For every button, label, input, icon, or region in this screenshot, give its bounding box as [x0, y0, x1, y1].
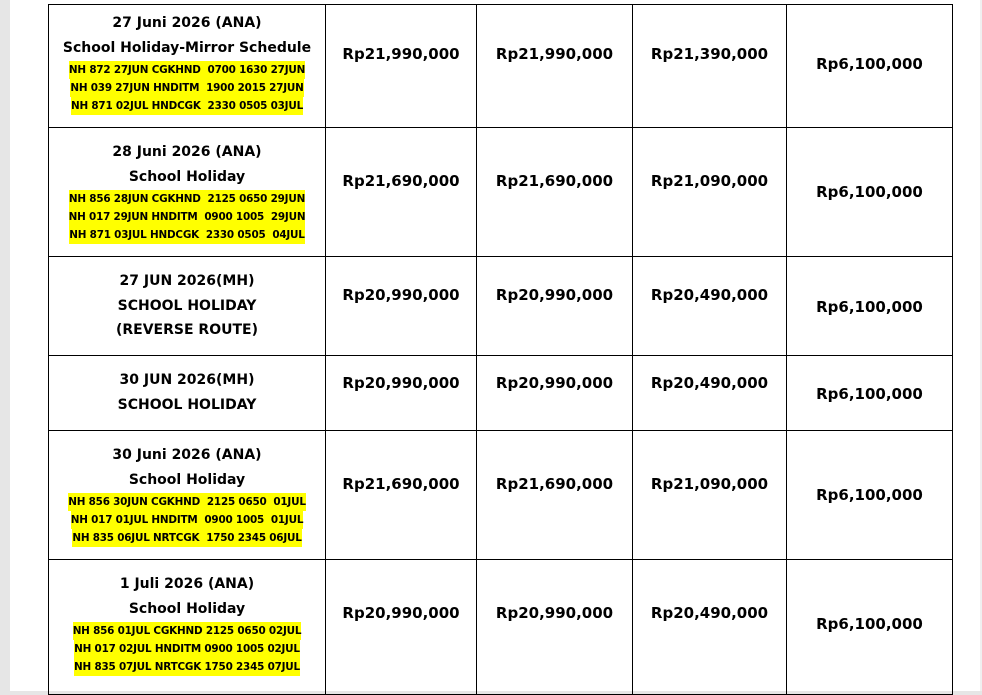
flight-line: NH 835 07JUL NRTCGK 1750 2345 07JUL: [74, 658, 300, 676]
departure-date: 1 Juli 2026 (ANA): [119, 576, 255, 592]
price-value: Rp21,690,000: [495, 475, 614, 493]
price-value: Rp21,990,000: [342, 45, 460, 63]
child-price-value: Rp6,100,000: [816, 298, 923, 316]
departure-date: 30 JUN 2026(MH): [119, 372, 255, 388]
departure-cell: [49, 5, 326, 128]
price-value: Rp21,690,000: [342, 172, 460, 190]
departure-cell: [49, 560, 326, 695]
price-value: Rp21,090,000: [650, 172, 769, 190]
price-cell: [633, 431, 787, 560]
price-value: Rp20,490,000: [650, 604, 769, 622]
price-cell: [326, 356, 477, 431]
price-cell: [477, 128, 633, 257]
price-cell: [326, 431, 477, 560]
price-cell: [787, 431, 953, 560]
price-value: Rp20,990,000: [495, 374, 614, 392]
price-cell: [477, 5, 633, 128]
child-price-value: Rp6,100,000: [816, 486, 923, 504]
departure-date: 30 Juni 2026 (ANA): [112, 447, 262, 463]
departure-date: 28 Juni 2026 (ANA): [112, 144, 262, 160]
price-value: Rp20,990,000: [342, 374, 460, 392]
table-row: [49, 560, 953, 695]
price-cell: [787, 356, 953, 431]
price-value: Rp20,490,000: [650, 374, 769, 392]
flight-line: NH 039 27JUN HNDITM 1900 2015 27JUN: [70, 79, 303, 97]
flight-line: NH 835 06JUL NRTCGK 1750 2345 06JUL: [72, 529, 301, 547]
price-cell: [633, 257, 787, 356]
flight-list: [73, 622, 302, 676]
price-cell: [477, 431, 633, 560]
price-cell: [787, 5, 953, 128]
price-cell: [633, 356, 787, 431]
price-cell: [633, 5, 787, 128]
price-value: Rp21,690,000: [495, 172, 614, 190]
price-cell: [326, 128, 477, 257]
child-price-value: Rp6,100,000: [816, 183, 923, 201]
flight-list: [69, 190, 306, 244]
departure-note: School Holiday: [128, 601, 246, 617]
child-price-value: Rp6,100,000: [816, 385, 923, 403]
departure-note: SCHOOL HOLIDAY: [117, 397, 257, 413]
flight-line: NH 871 03JUL HNDCGK 2330 0505 04JUL: [69, 226, 304, 244]
price-value: Rp20,990,000: [495, 286, 614, 304]
table-row: [49, 431, 953, 560]
price-value: Rp20,990,000: [342, 286, 460, 304]
price-cell: [633, 560, 787, 695]
table-row: [49, 5, 953, 128]
departure-cell: [49, 257, 326, 356]
price-cell: [787, 560, 953, 695]
departure-note: School Holiday: [128, 472, 246, 488]
route-note: (REVERSE ROUTE): [115, 322, 258, 338]
flight-list: [68, 493, 306, 547]
flight-line: NH 871 02JUL HNDCGK 2330 0505 03JUL: [71, 97, 303, 115]
price-cell: [477, 257, 633, 356]
flight-list: [69, 61, 305, 115]
flight-line: NH 872 27JUN CGKHND 0700 1630 27JUN: [69, 61, 305, 79]
flight-line: NH 017 29JUN HNDITM 0900 1005 29JUN: [69, 208, 306, 226]
document-page: [10, 0, 982, 691]
flight-line: NH 856 01JUL CGKHND 2125 0650 02JUL: [73, 622, 302, 640]
table-row: [49, 356, 953, 431]
price-cell: [477, 356, 633, 431]
tour-price-table: [48, 4, 953, 695]
departure-cell: [49, 431, 326, 560]
price-cell: [477, 560, 633, 695]
price-cell: [326, 5, 477, 128]
flight-line: NH 017 01JUL HNDITM 0900 1005 01JUL: [71, 511, 304, 529]
child-price-value: Rp6,100,000: [816, 55, 923, 73]
departure-date: 27 JUN 2026(MH): [119, 273, 255, 289]
departure-note: School Holiday-Mirror Schedule: [62, 40, 312, 56]
flight-line: NH 856 30JUN CGKHND 2125 0650 01JUL: [68, 493, 306, 511]
departure-cell: [49, 356, 326, 431]
price-cell: [787, 257, 953, 356]
price-value: Rp21,690,000: [342, 475, 460, 493]
price-cell: [787, 128, 953, 257]
table-row: [49, 257, 953, 356]
price-cell: [633, 128, 787, 257]
table-row: [49, 128, 953, 257]
child-price-value: Rp6,100,000: [816, 615, 923, 633]
departure-cell: [49, 128, 326, 257]
price-value: Rp21,090,000: [650, 475, 769, 493]
flight-line: NH 017 02JUL HNDITM 0900 1005 02JUL: [74, 640, 300, 658]
price-value: Rp20,990,000: [495, 604, 614, 622]
price-value: Rp20,990,000: [342, 604, 460, 622]
departure-note: School Holiday: [128, 169, 246, 185]
price-value: Rp20,490,000: [650, 286, 769, 304]
price-value: Rp21,990,000: [495, 45, 614, 63]
price-cell: [326, 257, 477, 356]
price-value: Rp21,390,000: [650, 45, 769, 63]
departure-date: 27 Juni 2026 (ANA): [112, 15, 262, 31]
price-cell: [326, 560, 477, 695]
flight-line: NH 856 28JUN CGKHND 2125 0650 29JUN: [69, 190, 305, 208]
departure-note: SCHOOL HOLIDAY: [117, 298, 257, 314]
